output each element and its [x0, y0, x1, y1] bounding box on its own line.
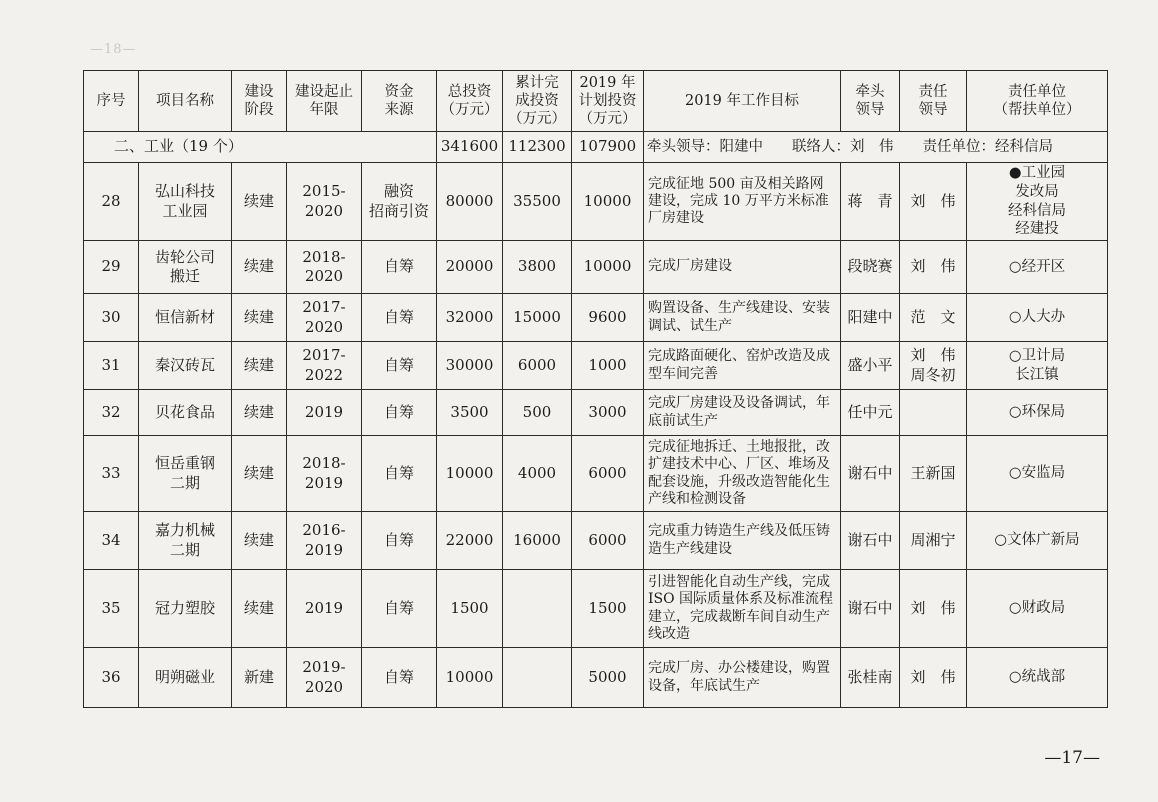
row-lead: 张桂南 — [841, 648, 900, 708]
table-row — [84, 163, 1108, 241]
row-period: 2015-2020 — [287, 163, 362, 241]
row-lead: 任中元 — [841, 390, 900, 436]
row-goal: 完成征地 500 亩及相关路网建设，完成 10 万平方米标准厂房建设 — [644, 163, 841, 241]
row-total: 80000 — [437, 163, 503, 241]
row-goal: 完成厂房、办公楼建设，购置设备，年底试生产 — [644, 648, 841, 708]
row-seq: 34 — [84, 512, 139, 570]
row-stage: 续建 — [232, 163, 287, 241]
row-name: 恒信新材 — [139, 294, 232, 342]
row-resp-leader: 刘 伟 — [900, 241, 967, 294]
row-goal: 引进智能化自动生产线，完成 ISO 国际质量体系及标准流程建立，完成裁断车间自动生产线改造 — [644, 570, 841, 648]
row-name: 弘山科技 工业园 — [139, 163, 232, 241]
row-resp-leader: 周湘宁 — [900, 512, 967, 570]
table-row — [84, 570, 1108, 648]
row-seq: 32 — [84, 390, 139, 436]
row-funding: 自筹 — [362, 648, 437, 708]
row-stage: 续建 — [232, 294, 287, 342]
row-lead: 阳建中 — [841, 294, 900, 342]
row-lead: 谢石中 — [841, 570, 900, 648]
row-seq: 35 — [84, 570, 139, 648]
header-lead: 牵头 领导 — [841, 71, 900, 132]
row-goal: 完成路面硬化、窑炉改造及成型车间完善 — [644, 342, 841, 390]
table-row — [84, 512, 1108, 570]
row-completed: 500 — [503, 390, 572, 436]
row-name: 明朔磁业 — [139, 648, 232, 708]
row-plan2019: 6000 — [572, 436, 644, 512]
row-seq: 36 — [84, 648, 139, 708]
row-period: 2018-2020 — [287, 241, 362, 294]
row-lead: 谢石中 — [841, 512, 900, 570]
row-total: 10000 — [437, 436, 503, 512]
section-plan2019: 107900 — [572, 132, 644, 163]
header-resp-leader: 责任 领导 — [900, 71, 967, 132]
row-stage: 续建 — [232, 512, 287, 570]
row-seq: 29 — [84, 241, 139, 294]
row-total: 3500 — [437, 390, 503, 436]
row-name: 秦汉砖瓦 — [139, 342, 232, 390]
row-stage: 续建 — [232, 241, 287, 294]
header-seq: 序号 — [84, 71, 139, 132]
header-period: 建设起止 年限 — [287, 71, 362, 132]
row-stage: 续建 — [232, 570, 287, 648]
row-period: 2017-2022 — [287, 342, 362, 390]
row-resp-unit: ○卫计局 长江镇 — [967, 342, 1108, 390]
header-total: 总投资 （万元） — [437, 71, 503, 132]
row-period: 2017-2020 — [287, 294, 362, 342]
row-total: 1500 — [437, 570, 503, 648]
row-total: 10000 — [437, 648, 503, 708]
row-stage: 续建 — [232, 436, 287, 512]
header-resp-unit: 责任单位 （帮扶单位） — [967, 71, 1108, 132]
table-row — [84, 390, 1108, 436]
row-plan2019: 5000 — [572, 648, 644, 708]
row-period: 2016-2019 — [287, 512, 362, 570]
row-resp-unit: ○环保局 — [967, 390, 1108, 436]
row-plan2019: 6000 — [572, 512, 644, 570]
header-funding: 资金 来源 — [362, 71, 437, 132]
row-funding: 自筹 — [362, 241, 437, 294]
table-row — [84, 342, 1108, 390]
row-name: 贝花食品 — [139, 390, 232, 436]
row-period: 2018-2019 — [287, 436, 362, 512]
row-funding: 自筹 — [362, 294, 437, 342]
row-funding: 自筹 — [362, 512, 437, 570]
row-resp-unit: ○安监局 — [967, 436, 1108, 512]
section-info: 牵头领导：阳建中 联络人：刘 伟 责任单位：经科信局 — [644, 132, 1108, 163]
row-funding: 自筹 — [362, 436, 437, 512]
table-row — [84, 294, 1108, 342]
header-row — [84, 71, 1108, 132]
row-resp-leader: 刘 伟 周冬初 — [900, 342, 967, 390]
row-period: 2019 — [287, 570, 362, 648]
row-plan2019: 1000 — [572, 342, 644, 390]
row-period: 2019 — [287, 390, 362, 436]
section-completed: 112300 — [503, 132, 572, 163]
row-stage: 新建 — [232, 648, 287, 708]
row-resp-unit: ●工业园 发改局 经科信局 经建投 — [967, 163, 1108, 241]
row-stage: 续建 — [232, 390, 287, 436]
header-completed: 累计完 成投资 （万元） — [503, 71, 572, 132]
page-number: —17— — [1044, 748, 1100, 768]
row-plan2019: 10000 — [572, 163, 644, 241]
row-seq: 30 — [84, 294, 139, 342]
header-plan2019: 2019 年 计划投资 （万元） — [572, 71, 644, 132]
table-row — [84, 648, 1108, 708]
header-goal: 2019 年工作目标 — [644, 71, 841, 132]
row-resp-leader: 刘 伟 — [900, 570, 967, 648]
row-resp-leader: 范 文 — [900, 294, 967, 342]
row-resp-leader — [900, 390, 967, 436]
section-total: 341600 — [437, 132, 503, 163]
row-lead: 蒋 青 — [841, 163, 900, 241]
row-goal: 完成征地拆迁、土地报批，改扩建技术中心、厂区、堆场及配套设施，升级改造智能化生产线和检测设备 — [644, 436, 841, 512]
row-name: 恒岳重钢 二期 — [139, 436, 232, 512]
row-resp-unit: ○财政局 — [967, 570, 1108, 648]
row-completed: 16000 — [503, 512, 572, 570]
row-resp-unit: ○人大办 — [967, 294, 1108, 342]
row-total: 32000 — [437, 294, 503, 342]
section-label: 二、工业（19 个） — [84, 132, 437, 163]
row-total: 20000 — [437, 241, 503, 294]
row-lead: 盛小平 — [841, 342, 900, 390]
row-goal: 完成重力铸造生产线及低压铸造生产线建设 — [644, 512, 841, 570]
row-plan2019: 3000 — [572, 390, 644, 436]
row-stage: 续建 — [232, 342, 287, 390]
page-header-faint: —18— — [90, 42, 137, 57]
row-completed — [503, 570, 572, 648]
row-funding: 自筹 — [362, 570, 437, 648]
row-resp-unit: ○经开区 — [967, 241, 1108, 294]
row-name: 嘉力机械 二期 — [139, 512, 232, 570]
row-seq: 33 — [84, 436, 139, 512]
row-resp-unit: ○文体广新局 — [967, 512, 1108, 570]
row-lead: 谢石中 — [841, 436, 900, 512]
row-plan2019: 1500 — [572, 570, 644, 648]
row-completed: 3800 — [503, 241, 572, 294]
row-goal: 购置设备、生产线建设、安装调试、试生产 — [644, 294, 841, 342]
row-plan2019: 10000 — [572, 241, 644, 294]
row-plan2019: 9600 — [572, 294, 644, 342]
row-completed: 6000 — [503, 342, 572, 390]
row-resp-leader: 刘 伟 — [900, 163, 967, 241]
row-name: 冠力塑胶 — [139, 570, 232, 648]
row-resp-leader: 刘 伟 — [900, 648, 967, 708]
row-completed: 35500 — [503, 163, 572, 241]
row-lead: 段晓赛 — [841, 241, 900, 294]
row-total: 22000 — [437, 512, 503, 570]
row-completed: 4000 — [503, 436, 572, 512]
row-resp-unit: ○统战部 — [967, 648, 1108, 708]
section-row — [84, 132, 1108, 163]
row-goal: 完成厂房建设及设备调试，年底前试生产 — [644, 390, 841, 436]
row-funding: 自筹 — [362, 390, 437, 436]
header-stage: 建设 阶段 — [232, 71, 287, 132]
row-name: 齿轮公司 搬迁 — [139, 241, 232, 294]
header-name: 项目名称 — [139, 71, 232, 132]
table-row — [84, 436, 1108, 512]
row-funding: 融资 招商引资 — [362, 163, 437, 241]
row-resp-leader: 王新国 — [900, 436, 967, 512]
row-completed: 15000 — [503, 294, 572, 342]
row-seq: 31 — [84, 342, 139, 390]
row-period: 2019-2020 — [287, 648, 362, 708]
project-table — [83, 70, 1108, 708]
table-row — [84, 241, 1108, 294]
row-seq: 28 — [84, 163, 139, 241]
row-goal: 完成厂房建设 — [644, 241, 841, 294]
row-completed — [503, 648, 572, 708]
row-total: 30000 — [437, 342, 503, 390]
row-funding: 自筹 — [362, 342, 437, 390]
